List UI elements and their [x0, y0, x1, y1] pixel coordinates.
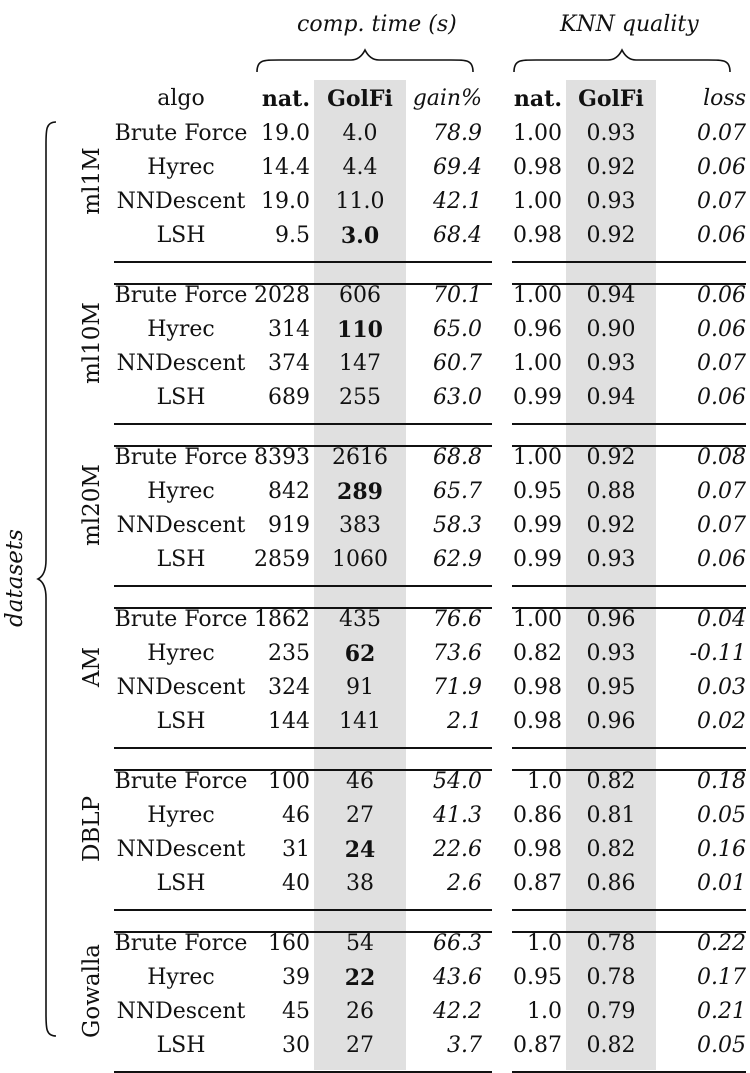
dataset-label: ml10M: [79, 302, 105, 384]
cell-golfi-time: 1060: [332, 547, 388, 572]
cell-algo: Hyrec: [147, 155, 215, 180]
cell-loss: 0.02: [697, 709, 746, 734]
cell-nat-time: 45: [282, 999, 310, 1024]
dataset-label: DBLP: [79, 795, 105, 863]
dataset-label: AM: [79, 646, 105, 688]
cell-nat-quality: 0.98: [513, 675, 562, 700]
cell-nat-time: 689: [268, 385, 310, 410]
cell-loss: 0.18: [697, 769, 746, 794]
cell-gain: 2.6: [447, 871, 482, 896]
cell-loss: 0.06: [697, 317, 746, 342]
cell-algo: Brute Force: [114, 283, 248, 308]
cell-nat-quality: 1.00: [513, 283, 562, 308]
cell-golfi-time: 606: [339, 283, 381, 308]
cell-algo: Hyrec: [147, 965, 215, 990]
cell-golfi-time: 3.0: [340, 223, 380, 249]
cell-nat-quality: 0.99: [513, 513, 562, 538]
cell-golfi-time: 62: [344, 641, 376, 667]
cell-gain: 3.7: [447, 1033, 482, 1058]
cell-nat-quality: 1.0: [527, 999, 562, 1024]
cell-nat-quality: 0.98: [513, 837, 562, 862]
cell-nat-time: 919: [268, 513, 310, 538]
cell-golfi-time: 289: [337, 479, 383, 505]
cell-gain: 42.2: [433, 999, 482, 1024]
group-bottom-rule-right: [512, 585, 746, 587]
cell-gain: 78.9: [433, 121, 482, 146]
cell-golfi-quality: 0.92: [586, 445, 636, 470]
cell-golfi-time: 54: [346, 931, 374, 956]
cell-gain: 65.0: [433, 317, 482, 342]
cell-algo: Hyrec: [147, 641, 215, 666]
cell-gain: 22.6: [433, 837, 482, 862]
cell-algo: Hyrec: [147, 803, 215, 828]
cell-nat-time: 19.0: [261, 121, 310, 146]
cell-loss: 0.03: [697, 675, 746, 700]
cell-loss: 0.06: [697, 283, 746, 308]
cell-golfi-quality: 0.93: [586, 641, 636, 666]
cell-gain: 43.6: [433, 965, 482, 990]
cell-golfi-time: 255: [339, 385, 381, 410]
cell-algo: LSH: [156, 709, 206, 734]
cell-gain: 41.3: [433, 803, 482, 828]
cell-golfi-quality: 0.88: [586, 479, 636, 504]
cell-gain: 60.7: [433, 351, 482, 376]
cell-nat-quality: 0.86: [513, 803, 562, 828]
group-bottom-rule-left: [114, 585, 492, 587]
cell-algo: Hyrec: [147, 317, 215, 342]
cell-algo: NNDescent: [116, 351, 246, 376]
cell-loss: 0.21: [697, 999, 746, 1024]
cell-golfi-time: 435: [339, 607, 381, 632]
cell-nat-time: 144: [268, 709, 310, 734]
cell-algo: Brute Force: [114, 931, 248, 956]
cell-loss: 0.07: [697, 479, 746, 504]
cell-algo: Hyrec: [147, 479, 215, 504]
cell-nat-time: 2028: [254, 283, 310, 308]
cell-nat-quality: 1.00: [513, 607, 562, 632]
cell-nat-quality: 1.00: [513, 445, 562, 470]
cell-gain: 76.6: [433, 607, 482, 632]
dataset-label: Gowalla: [79, 943, 105, 1039]
cell-nat-time: 2859: [254, 547, 310, 572]
cell-golfi-time: 27: [346, 1033, 374, 1058]
cell-loss: 0.07: [697, 121, 746, 146]
cell-nat-quality: 1.0: [527, 769, 562, 794]
cell-nat-time: 40: [282, 871, 310, 896]
cell-gain: 70.1: [433, 283, 482, 308]
comp-time-brace: [255, 48, 475, 74]
cell-golfi-quality: 0.94: [586, 385, 636, 410]
cell-loss: 0.17: [697, 965, 746, 990]
cell-algo: NNDescent: [116, 189, 246, 214]
cell-loss: -0.11: [689, 641, 746, 666]
datasets-label: datasets: [2, 529, 28, 627]
cell-loss: 0.16: [697, 837, 746, 862]
cell-golfi-time: 38: [346, 871, 374, 896]
cell-nat-time: 314: [268, 317, 310, 342]
cell-algo: NNDescent: [116, 513, 246, 538]
cell-nat-quality: 0.98: [513, 223, 562, 248]
cell-nat-quality: 0.96: [513, 317, 562, 342]
cell-loss: 0.06: [697, 547, 746, 572]
cell-gain: 71.9: [433, 675, 482, 700]
cell-loss: 0.07: [697, 513, 746, 538]
cell-nat-time: 160: [268, 931, 310, 956]
cell-golfi-time: 22: [344, 965, 376, 991]
cell-golfi-quality: 0.82: [586, 837, 636, 862]
cell-golfi-time: 26: [346, 999, 374, 1024]
cell-algo: LSH: [156, 1033, 206, 1058]
cell-gain: 66.3: [433, 931, 482, 956]
cell-nat-quality: 0.98: [513, 709, 562, 734]
cell-nat-time: 9.5: [275, 223, 310, 248]
datasets-brace: [36, 120, 58, 1038]
group-bottom-rule-right: [512, 909, 746, 911]
cell-nat-quality: 0.99: [513, 385, 562, 410]
header-algo: algo: [157, 86, 205, 111]
cell-nat-quality: 0.87: [513, 871, 562, 896]
cell-golfi-quality: 0.78: [586, 931, 636, 956]
cell-algo: LSH: [156, 547, 206, 572]
cell-nat-time: 1862: [254, 607, 310, 632]
cell-nat-time: 19.0: [261, 189, 310, 214]
cell-golfi-quality: 0.82: [586, 1033, 636, 1058]
cell-gain: 62.9: [433, 547, 482, 572]
group-bottom-rule-right: [512, 261, 746, 263]
group-bottom-rule-left: [114, 909, 492, 911]
cell-gain: 42.1: [433, 189, 482, 214]
cell-algo: Brute Force: [114, 607, 248, 632]
cell-golfi-quality: 0.95: [586, 675, 636, 700]
header-loss: loss: [703, 86, 746, 111]
cell-gain: 69.4: [433, 155, 482, 180]
cell-golfi-time: 141: [339, 709, 381, 734]
cell-gain: 58.3: [433, 513, 482, 538]
header-gain: gain%: [412, 86, 482, 111]
cell-golfi-quality: 0.82: [586, 769, 636, 794]
cell-golfi-time: 4.4: [342, 155, 378, 180]
cell-nat-quality: 1.0: [527, 931, 562, 956]
cell-golfi-quality: 0.93: [586, 351, 636, 376]
cell-golfi-quality: 0.86: [586, 871, 636, 896]
cell-loss: 0.07: [697, 189, 746, 214]
cell-golfi-quality: 0.78: [586, 965, 636, 990]
cell-golfi-time: 4.0: [342, 121, 378, 146]
cell-golfi-time: 91: [346, 675, 374, 700]
cell-gain: 2.1: [447, 709, 482, 734]
cell-nat-quality: 1.00: [513, 189, 562, 214]
cell-nat-quality: 0.99: [513, 547, 562, 572]
cell-nat-time: 100: [268, 769, 310, 794]
cell-golfi-time: 11.0: [335, 189, 385, 214]
cell-golfi-quality: 0.96: [586, 607, 636, 632]
cell-loss: 0.04: [697, 607, 746, 632]
cell-golfi-time: 27: [346, 803, 374, 828]
comp-time-group-title: comp. time (s): [297, 12, 457, 37]
cell-loss: 0.07: [697, 351, 746, 376]
cell-algo: NNDescent: [116, 999, 246, 1024]
cell-golfi-time: 24: [344, 837, 376, 863]
cell-nat-quality: 0.87: [513, 1033, 562, 1058]
cell-golfi-time: 147: [339, 351, 381, 376]
cell-gain: 54.0: [433, 769, 482, 794]
cell-golfi-quality: 0.96: [586, 709, 636, 734]
cell-nat-time: 46: [282, 803, 310, 828]
cell-loss: 0.08: [697, 445, 746, 470]
group-bottom-rule-left: [114, 261, 492, 263]
dataset-label: ml20M: [79, 464, 105, 546]
cell-golfi-quality: 0.93: [586, 189, 636, 214]
cell-nat-time: 30: [282, 1033, 310, 1058]
cell-nat-quality: 0.95: [513, 965, 562, 990]
cell-golfi-time: 46: [346, 769, 374, 794]
cell-nat-quality: 1.00: [513, 121, 562, 146]
cell-loss: 0.06: [697, 155, 746, 180]
cell-golfi-quality: 0.93: [586, 547, 636, 572]
cell-golfi-quality: 0.92: [586, 155, 636, 180]
group-bottom-rule-right: [512, 1071, 746, 1073]
header-nat-quality: nat.: [513, 86, 562, 112]
header-golfi-quality: GolFi: [578, 86, 644, 112]
cell-algo: Brute Force: [114, 769, 248, 794]
cell-gain: 65.7: [433, 479, 482, 504]
cell-nat-time: 324: [268, 675, 310, 700]
knn-quality-group-title: KNN quality: [560, 12, 699, 37]
cell-algo: Brute Force: [114, 121, 248, 146]
group-bottom-rule-left: [114, 423, 492, 425]
cell-gain: 68.8: [433, 445, 482, 470]
cell-nat-quality: 0.98: [513, 155, 562, 180]
cell-golfi-quality: 0.93: [586, 121, 636, 146]
cell-loss: 0.22: [697, 931, 746, 956]
cell-algo: LSH: [156, 223, 206, 248]
cell-golfi-quality: 0.81: [586, 803, 636, 828]
group-bottom-rule-left: [114, 1071, 492, 1073]
cell-golfi-quality: 0.90: [586, 317, 636, 342]
knn-quality-brace: [512, 48, 732, 74]
cell-loss: 0.06: [697, 223, 746, 248]
cell-golfi-time: 110: [337, 317, 383, 343]
cell-algo: NNDescent: [116, 837, 246, 862]
cell-golfi-time: 383: [339, 513, 381, 538]
cell-gain: 73.6: [433, 641, 482, 666]
cell-loss: 0.01: [697, 871, 746, 896]
cell-nat-time: 39: [282, 965, 310, 990]
cell-algo: Brute Force: [114, 445, 248, 470]
cell-nat-time: 8393: [254, 445, 310, 470]
cell-golfi-quality: 0.92: [586, 513, 636, 538]
cell-algo: NNDescent: [116, 675, 246, 700]
cell-algo: LSH: [156, 385, 206, 410]
cell-nat-time: 31: [282, 837, 310, 862]
cell-nat-quality: 1.00: [513, 351, 562, 376]
cell-gain: 63.0: [433, 385, 482, 410]
cell-golfi-quality: 0.92: [586, 223, 636, 248]
cell-nat-time: 842: [268, 479, 310, 504]
cell-nat-time: 235: [268, 641, 310, 666]
cell-nat-quality: 0.82: [513, 641, 562, 666]
dataset-label: ml1M: [79, 147, 105, 215]
group-bottom-rule-right: [512, 747, 746, 749]
cell-nat-time: 374: [268, 351, 310, 376]
cell-gain: 68.4: [433, 223, 482, 248]
cell-golfi-quality: 0.79: [586, 999, 636, 1024]
cell-nat-time: 14.4: [261, 155, 310, 180]
cell-golfi-quality: 0.94: [586, 283, 636, 308]
group-bottom-rule-left: [114, 747, 492, 749]
group-bottom-rule-right: [512, 423, 746, 425]
cell-nat-quality: 0.95: [513, 479, 562, 504]
cell-golfi-time: 2616: [332, 445, 388, 470]
header-nat-time: nat.: [261, 86, 310, 112]
cell-loss: 0.05: [697, 1033, 746, 1058]
cell-algo: LSH: [156, 871, 206, 896]
cell-loss: 0.05: [697, 803, 746, 828]
header-golfi-time: GolFi: [327, 86, 393, 112]
cell-loss: 0.06: [697, 385, 746, 410]
